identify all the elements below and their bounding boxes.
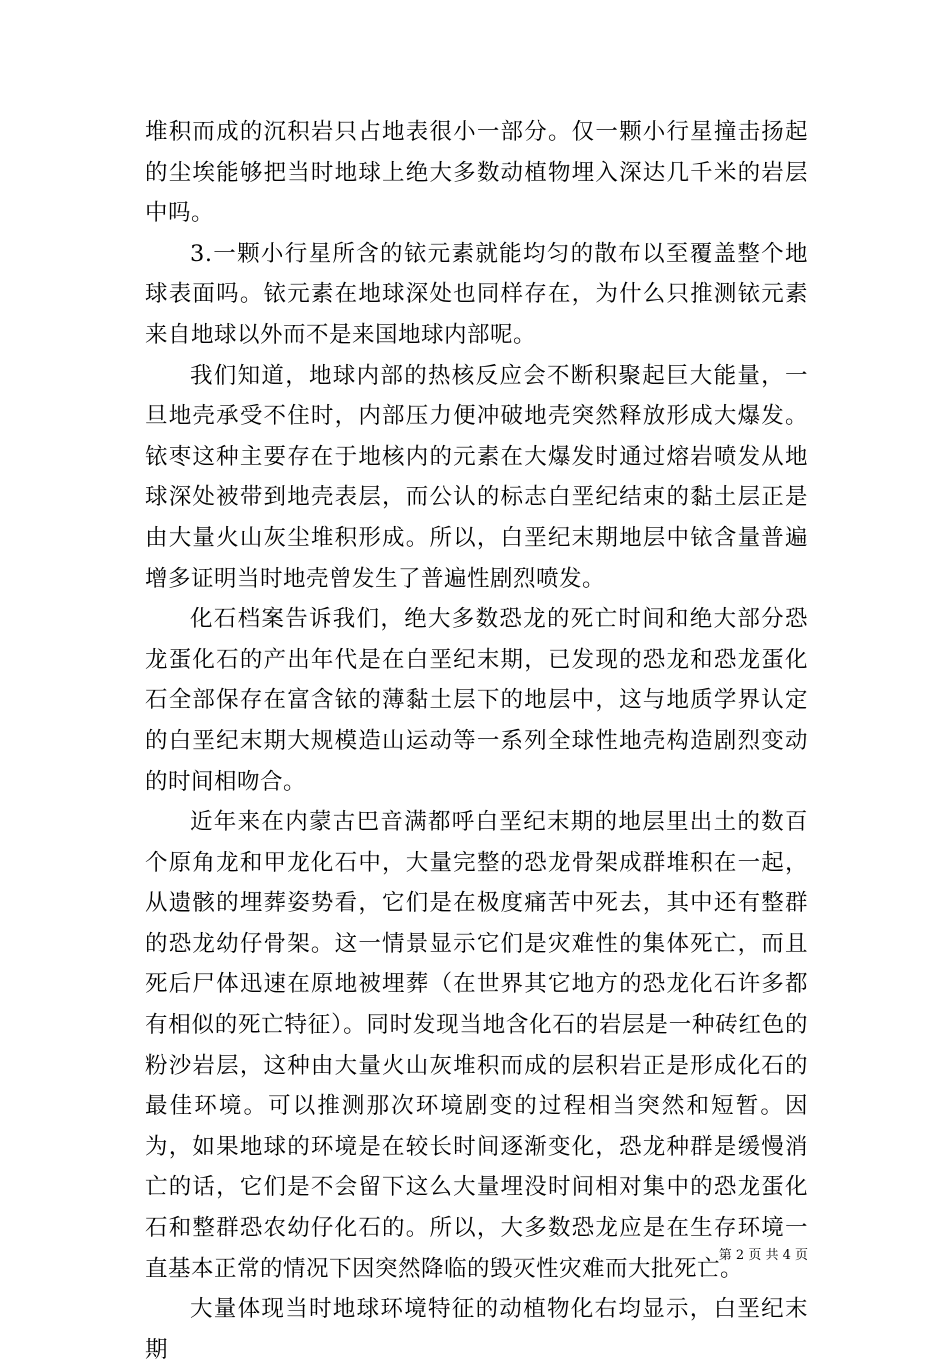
- paragraph-inner-mongolia: 近年来在内蒙古巴音满都呼白垩纪末期的地层里出土的数百个原角龙和甲龙化石中，大量完整的恐龙骨架成群堆积在一起，从遗骸的埋葬姿势看，它们是在极度痛苦中死去，其中还有整群的恐龙幼仔骨架。这一情景显示它们是灾难性的集体死亡，而且死后尸体迅速在原地被埋葬（在世界其它地方的恐龙化石许多都有相似的死亡特征）。同时发现当地含化石的岩层是一种砖红色的粉沙岩层，这种由大量火山灰堆积而成的层积岩正是形成化石的最佳环境。可以推测那次环境剧变的过程相当突然和短暂。因为，如果地球的环境是在较长时间逐渐变化，恐龙种群是缓慢消亡的话，它们是不会留下这么大量埋没时间相对集中的恐龙蛋化石和整群恐农幼仔化石的。所以，大多数恐龙应是在生存环境一直基本正常的情况下因突然降临的毁灭性灾难而大批死亡。: [145, 809, 808, 1282]
- paragraph-fossil-record: 化石档案告诉我们，绝大多数恐龙的死亡时间和绝大部分恐龙蛋化石的产出年代是在白垩纪末期，已发现的恐龙和恐龙蛋化石全部保存在富含铱的薄黏土层下的地层中，这与地质学界认定的白垩纪末期大规模造山运动等一系列全球性地壳构造剧烈变动的时间相吻合。: [145, 606, 808, 795]
- paragraph-environment: 大量体现当时地球环境特征的动植物化右均显示，白垩纪末期: [145, 1296, 808, 1363]
- page-number: 第 2 页 共 4 页: [718, 1248, 808, 1263]
- paragraph-eruption: 我们知道，地球内部的热核反应会不断积聚起巨大能量，一旦地壳承受不住时，内部压力便冲破地壳突然释放形成大爆发。铱枣这种主要存在于地核内的元素在大爆发时通过熔岩喷发从地球深处被带到地壳表层，而公认的标志白垩纪结束的黏土层正是由大量火山灰尘堆积形成。所以，白垩纪末期地层中铱含量普遍增多证明当时地壳曾发生了普遍性剧烈喷发。: [145, 362, 808, 592]
- body-text: [145, 112, 808, 1370]
- paragraph-continued: 堆积而成的沉积岩只占地表很小一部分。仅一颗小行星撞击扬起的尘埃能够把当时地球上绝大多数动植物埋入深达几千米的岩层中吗。: [145, 119, 808, 227]
- paragraph-question-3: 3.一颗小行星所含的铱元素就能均匀的散布以至覆盖整个地球表面吗。铱元素在地球深处也同样存在，为什么只推测铱元素来自地球以外而不是来国地球内部呢。: [145, 240, 808, 348]
